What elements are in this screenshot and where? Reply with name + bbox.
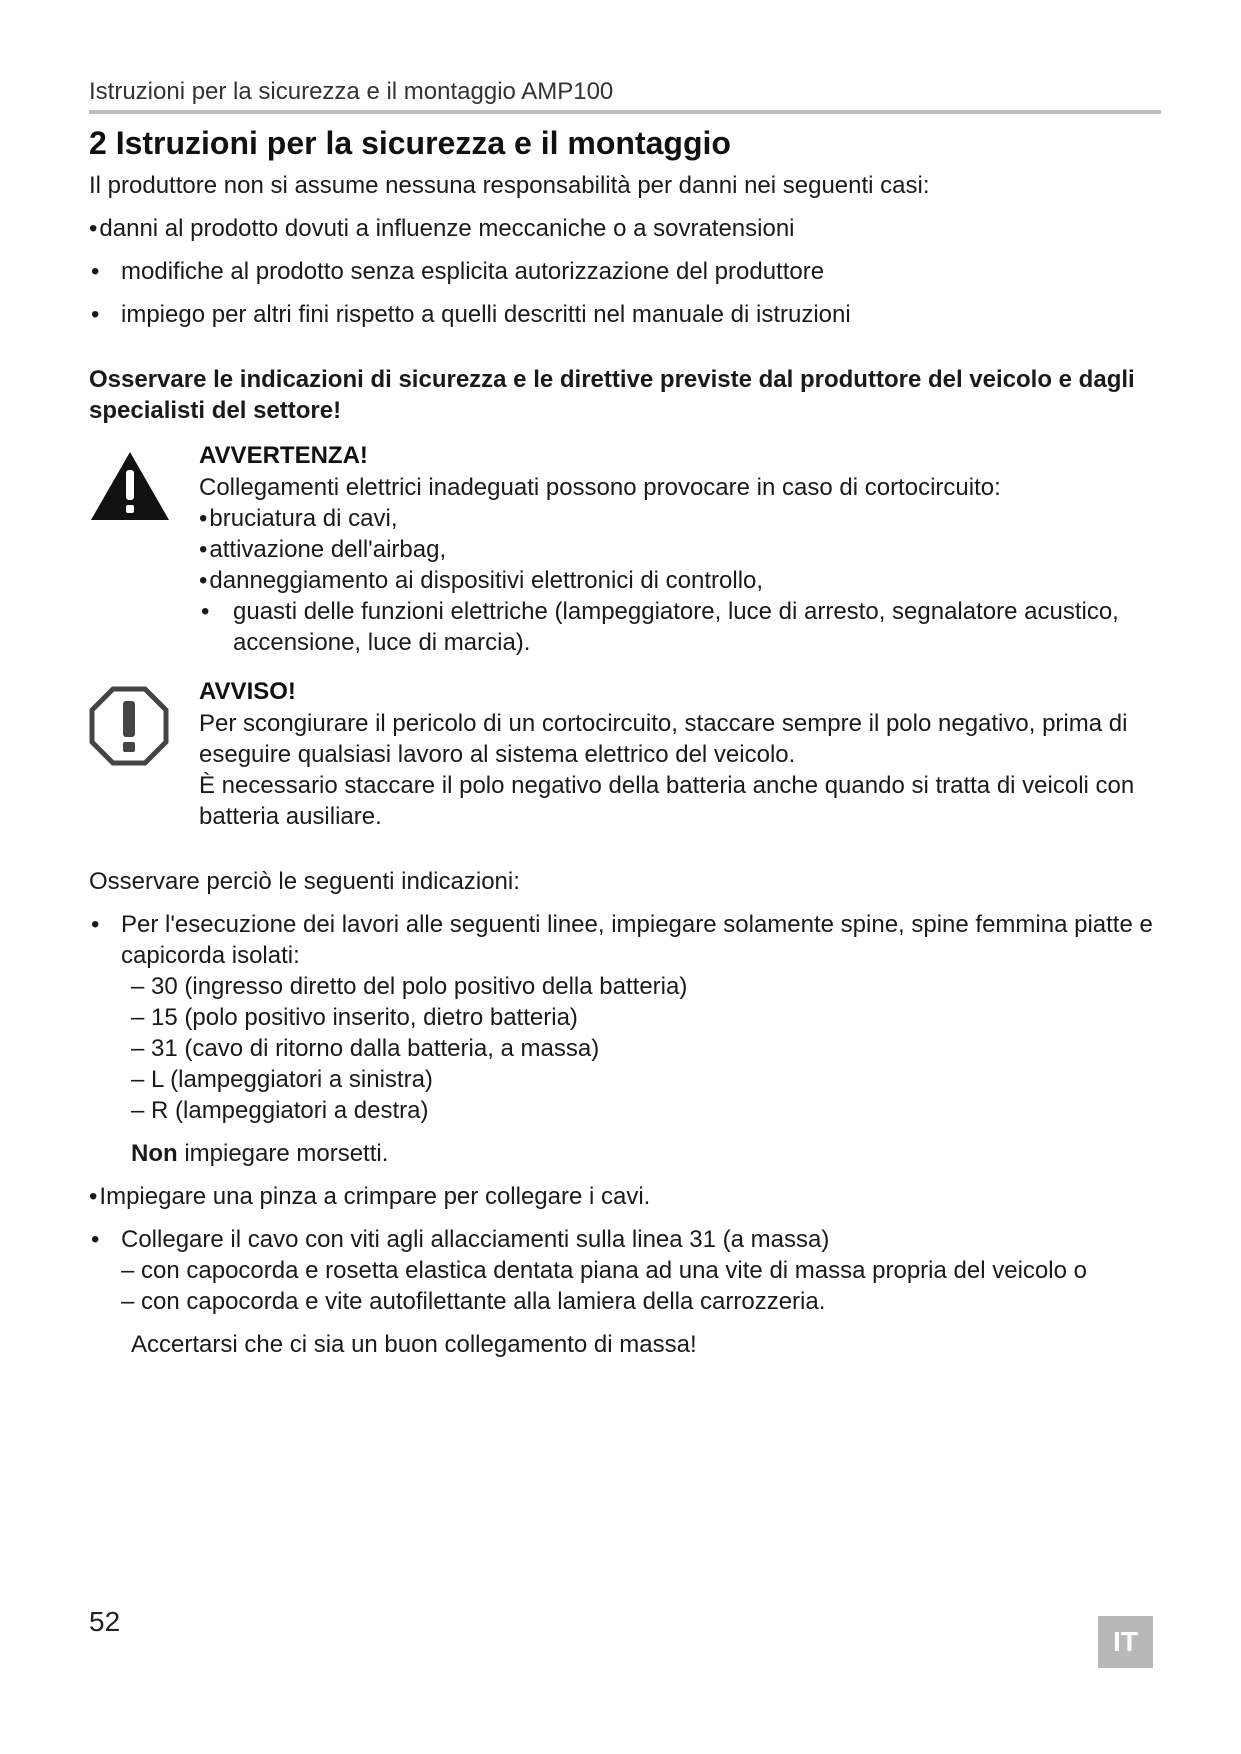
list-item: • guasti delle funzioni elettriche (lampeggiatore, luce di arresto, segnalatore acustico, accensione, luce di marcia).	[199, 596, 1161, 658]
warning-block	[89, 440, 1161, 658]
exclamation-octagon-icon	[89, 686, 169, 771]
page-number: 52	[89, 1606, 121, 1637]
liability-intro: Il produttore non si assume nessuna responsabilità per danni nei seguenti casi:	[89, 172, 930, 199]
notice-paragraph: È necessario staccare il polo negativo della batteria anche quando si tratta di veicoli con batteria ausiliare.	[199, 772, 1135, 830]
safety-bold-note: Osservare le indicazioni di sicurezza e le direttive previste dal produttore del veicolo e dagli specialisti del settore!	[89, 366, 1135, 424]
closing-note: Accertarsi che ci sia un buon collegamento di massa!	[131, 1331, 697, 1358]
list-item: – 31 (cavo di ritorno dalla batteria, a massa)	[131, 1035, 600, 1062]
list-item: • danneggiamento ai dispositivi elettronici di controllo,	[199, 565, 1161, 596]
list-item: – con capocorda e vite autofilettante alla lamiera della carrozzeria.	[121, 1288, 826, 1315]
instructions-list	[89, 909, 1161, 971]
list-item: • bruciatura di cavi,	[199, 503, 1161, 534]
list-item: • impiego per altri fini rispetto a quelli descritti nel manuale di istruzioni	[89, 299, 1161, 330]
list-item: • Impiegare una pinza a crimpare per collegare i cavi.	[89, 1181, 1161, 1212]
language-badge: IT	[1098, 1616, 1153, 1668]
list-item: • danni al prodotto dovuti a influenze meccaniche o a sovratensioni	[89, 213, 1161, 244]
instructions-list-2	[89, 1181, 1161, 1255]
list-item: – con capocorda e rosetta elastica dentata piana ad una vite di massa propria del veicolo o	[121, 1257, 1087, 1284]
ground-options	[89, 1255, 1161, 1317]
running-header: Istruzioni per la sicurezza e il montaggio AMP100	[89, 78, 614, 105]
list-item: – R (lampeggiatori a destra)	[131, 1097, 429, 1124]
page-content	[89, 76, 1161, 1372]
notice-heading: AVVISO!	[199, 678, 296, 705]
header-divider	[89, 110, 1161, 114]
warning-text: Collegamenti elettrici inadeguati possono provocare in caso di cortocircuito:	[199, 474, 1001, 501]
list-item: • Per l'esecuzione dei lavori alle seguenti linee, impiegare solamente spine, spine femmina piatte e capicorda isolati:	[89, 909, 1161, 971]
warning-heading: AVVERTENZA!	[199, 442, 368, 469]
list-item: – 30 (ingresso diretto del polo positivo della batteria)	[131, 973, 688, 1000]
list-item: • attivazione dell'airbag,	[199, 534, 1161, 565]
warning-triangle-icon	[89, 450, 171, 527]
list-item: – 15 (polo positivo inserito, dietro batteria)	[131, 1004, 578, 1031]
section-title: 2 Istruzioni per la sicurezza e il montaggio	[89, 125, 731, 161]
no-clamps-note: Non impiegare morsetti.	[131, 1140, 389, 1167]
list-item: – L (lampeggiatori a sinistra)	[131, 1066, 433, 1093]
list-item: • modifiche al prodotto senza esplicita autorizzazione del produttore	[89, 256, 1161, 287]
list-item: • Collegare il cavo con viti agli allacciamenti sulla linea 31 (a massa)	[89, 1224, 1161, 1255]
instructions-intro: Osservare perciò le seguenti indicazioni:	[89, 868, 520, 895]
line-list	[89, 971, 1161, 1126]
liability-list	[89, 213, 1161, 330]
notice-paragraph: Per scongiurare il pericolo di un cortocircuito, staccare sempre il polo negativo, prima di eseguire qualsiasi lavoro al sistema elettrico del veicolo.	[199, 710, 1128, 768]
notice-block	[89, 676, 1161, 832]
